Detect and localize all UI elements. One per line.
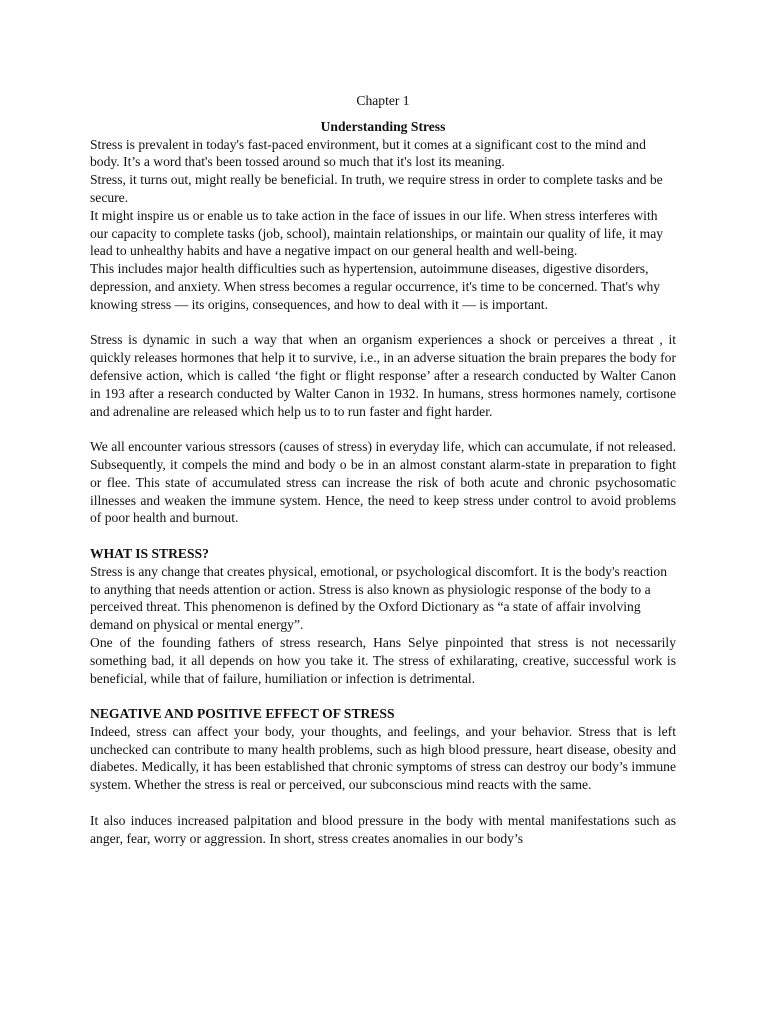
document-page (90, 92, 676, 847)
chapter-label: Chapter 1 (356, 93, 410, 108)
intro-paragraph-3: It might inspire us or enable us to take action in the face of issues in our life. When stress interferes with our capacity to complete tasks (job, school), maintain relationships, or maintain our quality of life, it may lead to unhealthy habits and have a negative impact on our general health and well-being. (90, 207, 664, 259)
section-heading-what-is-stress: WHAT IS STRESS? (90, 545, 209, 561)
chapter-title: Understanding Stress (320, 118, 446, 134)
intro-paragraph-4: This includes major health difficulties such as hypertension, autoimmune diseases, digestive disorders, depression, and anxiety. When stress becomes a regular occurrence, it's time to be concerned. That's why knowing stress — its origins, consequences, and how to deal with it — is important. (90, 261, 661, 312)
spacer (90, 420, 676, 438)
negative-positive-paragraph-2: It also induces increased palpitation and blood pressure in the body with mental manifestations such as anger, fear, worry or aggression. In short, stress creates anomalies in our body’s (90, 812, 676, 846)
dynamic-stress-paragraph: Stress is dynamic in such a way that when an organism experiences a shock or perceives a threat , it quickly releases hormones that help it to survive, i.e., in an adverse situation the brain prepares the body for defensive action, which is called ‘the fight or flight response’ after a research conducted by Walter Canon in 193 after a research conducted by Walter Canon in 1932. In humans, stress hormones namely, cortisone and adrenaline are released which help us to to run faster and fight harder. (90, 332, 676, 419)
spacer (90, 314, 676, 332)
negative-positive-paragraph-1: Indeed, stress can affect your body, your thoughts, and feelings, and your behavior. Stress that is left unchecked can contribute to many health problems, such as high blood pressure, heart disease, obesity and diabetes. Medically, it has been established that chronic symptoms of stress can destroy our body’s immune system. Whether the stress is real or perceived, our subconscious mind reacts with the same. (90, 723, 676, 793)
what-is-stress-paragraph-2: One of the founding fathers of stress research, Hans Selye pinpointed that stress is not necessarily something bad, it all depends on how you take it. The stress of exhilarating, creative, successful work is beneficial, while that of failure, humiliation or infection is detrimental. (90, 634, 676, 686)
intro-paragraph-1: Stress is prevalent in today's fast-paced environment, but it comes at a significant cost to the mind and body. It’s a word that's been tossed around so much that it's lost its meaning. (90, 136, 646, 170)
stressors-paragraph: We all encounter various stressors (causes of stress) in everyday life, which can accumulate, if not released. Subsequently, it compels the mind and body o be in an almost constant alarm-state in preparation to fight or flee. This state of accumulated stress can increase the risk of both acute and chronic psychosomatic illnesses and weaken the immune system. Hence, the need to keep stress under control to avoid problems of poor health and burnout. (90, 439, 676, 526)
spacer (90, 527, 676, 545)
spacer (90, 687, 676, 705)
intro-paragraph-2: Stress, it turns out, might really be beneficial. In truth, we require stress in order to complete tasks and be secure. (90, 172, 663, 205)
what-is-stress-paragraph-1: Stress is any change that creates physical, emotional, or psychological discomfort. It is the body's reaction to anything that needs attention or action. Stress is also known as physiologic response of the body to a perceived threat. This phenomenon is defined by the Oxford Dictionary as “a state of affair involving demand on physical or mental energy”. (90, 563, 668, 633)
spacer (90, 794, 676, 812)
section-heading-negative-positive: NEGATIVE AND POSITIVE EFFECT OF STRESS (90, 706, 395, 722)
